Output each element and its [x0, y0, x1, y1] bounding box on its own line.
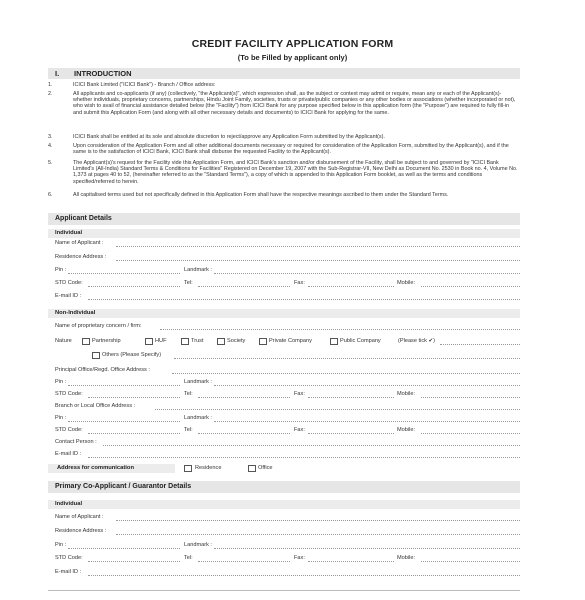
std-code-label: STD Code:	[55, 555, 83, 561]
partnership-checkbox[interactable]	[82, 338, 90, 345]
intro-roman: I.	[55, 69, 60, 78]
fax-field[interactable]	[308, 286, 394, 287]
std-code-label: STD Code:	[55, 280, 83, 286]
nature-label: Nature	[55, 338, 72, 344]
proprietary-concern-field[interactable]	[160, 329, 520, 330]
landmark-label: Landmark :	[184, 542, 212, 548]
paragraph-number: 1.	[48, 82, 53, 88]
mobile-field[interactable]	[421, 561, 520, 562]
individual-bar	[48, 229, 520, 238]
tel-label: Tel:	[184, 280, 193, 286]
partnership-label: Partnership	[92, 338, 121, 344]
coapplicant-individual-heading: Individual	[55, 501, 83, 507]
private-company-label: Private Company	[269, 338, 312, 344]
tel-field[interactable]	[198, 561, 290, 562]
residence-address-field[interactable]	[116, 260, 520, 261]
fax-label: Fax:	[294, 427, 305, 433]
public-company-label: Public Company	[340, 338, 381, 344]
email-field[interactable]	[88, 457, 520, 458]
std-code-label: STD Code:	[55, 427, 83, 433]
huf-checkbox[interactable]	[145, 338, 153, 345]
trust-checkbox[interactable]	[181, 338, 189, 345]
paragraph-text: All capitalised terms used but not specifically defined in this Application Form shall have the respective meanings ascribed to them under the Standard Terms.	[73, 192, 449, 198]
landmark-label: Landmark :	[184, 267, 212, 273]
mobile-label: Mobile:	[397, 427, 416, 433]
contact-person-label: Contact Person :	[55, 439, 97, 445]
fax-field[interactable]	[308, 397, 394, 398]
intro-paragraph	[48, 134, 520, 141]
contact-person-field[interactable]	[103, 445, 520, 446]
page-bottom-rule	[48, 590, 520, 591]
others-checkbox[interactable]	[92, 352, 100, 359]
tel-field[interactable]	[198, 286, 290, 287]
society-label: Society	[227, 338, 246, 344]
email-label: E-mail ID :	[55, 569, 82, 575]
applicant-details-heading: Applicant Details	[55, 215, 112, 222]
proprietary-concern-label: Name of proprietary concern / firm:	[55, 323, 142, 329]
name-of-applicant-field[interactable]	[116, 246, 520, 247]
landmark-field[interactable]	[214, 548, 520, 549]
huf-label: HUF	[155, 338, 167, 344]
landmark-field[interactable]	[214, 421, 520, 422]
private-company-checkbox[interactable]	[259, 338, 267, 345]
mobile-label: Mobile:	[397, 555, 416, 561]
branch-office-field[interactable]	[155, 409, 520, 410]
residence-address-field[interactable]	[116, 534, 520, 535]
mobile-label: Mobile:	[397, 280, 416, 286]
residence-option-label: Residence	[195, 465, 222, 471]
intro-paragraph	[48, 160, 520, 188]
society-checkbox[interactable]	[217, 338, 225, 345]
tel-field[interactable]	[198, 433, 290, 434]
paragraph-number: 6.	[48, 192, 53, 198]
mobile-field[interactable]	[421, 286, 520, 287]
paragraph-text: ICICI Bank Limited ("ICICI Bank") - Branch / Office address:	[73, 82, 216, 88]
residence-address-label: Residence Address :	[55, 254, 107, 260]
email-label: E-mail ID :	[55, 451, 82, 457]
tel-field[interactable]	[198, 397, 290, 398]
mobile-label: Mobile:	[397, 391, 416, 397]
email-field[interactable]	[88, 575, 520, 576]
non-individual-heading: Non-Individual	[55, 310, 96, 316]
paragraph-number: 5.	[48, 160, 53, 166]
office-checkbox[interactable]	[248, 465, 256, 472]
communication-label: Address for communication	[57, 465, 134, 471]
std-code-label: STD Code:	[55, 391, 83, 397]
email-field[interactable]	[88, 299, 520, 300]
please-tick-note: (Please tick ✔)	[398, 338, 436, 344]
office-option-label: Office	[258, 465, 273, 471]
others-label: Others (Please Specify)	[102, 352, 162, 358]
name-of-applicant-field[interactable]	[116, 520, 520, 521]
paragraph-text: The Applicant(s)'s request for the Facility vide this Application Form, and ICICI Bank's sanction and/or disbursement of the Facility, shall be subject to and governed by "ICICI Bank Limited's (All-India) Standard Terms & Conditions for Facilities" Registered on December 19, 2007 with the Sub-Registrar-VII, New Delhi as Document No. 2530 in Book no. 4, Volume No. 1,373 at pages 40 to 52, (hereinafter referred to as the "Standard Terms"), a copy of which is appended to this Application Form booklet, as well as the terms and conditions specified/referred to herein.	[73, 160, 518, 185]
trust-label: Trust	[191, 338, 204, 344]
pin-field[interactable]	[68, 421, 180, 422]
tel-label: Tel:	[184, 391, 193, 397]
intro-paragraph	[48, 91, 520, 129]
email-label: E-mail ID :	[55, 293, 82, 299]
public-company-checkbox[interactable]	[330, 338, 338, 345]
tel-label: Tel:	[184, 555, 193, 561]
landmark-label: Landmark :	[184, 379, 212, 385]
std-code-field[interactable]	[88, 286, 180, 287]
non-individual-bar	[48, 309, 520, 318]
intro-paragraph	[48, 192, 520, 206]
intro-heading: INTRODUCTION	[74, 69, 132, 78]
principal-office-field[interactable]	[172, 373, 520, 374]
paragraph-number: 4.	[48, 143, 53, 149]
intro-paragraph	[48, 143, 520, 157]
pin-label: Pin :	[55, 267, 67, 273]
branch-office-label: Branch or Local Office Address :	[55, 403, 136, 409]
coapplicant-heading: Primary Co-Applicant / Guarantor Details	[55, 483, 192, 490]
std-code-field[interactable]	[88, 433, 180, 434]
mobile-field[interactable]	[421, 397, 520, 398]
fax-label: Fax:	[294, 555, 305, 561]
paragraph-text: Upon consideration of the Application Form and all other additional documents necessary or required for consideration of the Application Form, submitted by the Applicant(s), and if the same is to the satisfaction of ICICI Bank, ICICI Bank shall disburse the requested Facility to the Applicant(s).	[73, 143, 509, 156]
std-code-field[interactable]	[88, 561, 180, 562]
paragraph-number: 2.	[48, 91, 53, 97]
coapplicant-individual-bar	[48, 500, 520, 509]
pin-label: Pin :	[55, 415, 67, 421]
paragraph-text: All applicants and co-applicants (if any) (collectively, "the Applicant(s)", which expression shall, as the subject or context may admit or require, mean any or each of the Applicant(s)- whether individuals, proprietary concerns, partnerships, Hindu Joint Family, societies, trusts or private/public companies or any other bodies or associations (whether incorporated or not), who wish to avail of financial assistance detailed below (the "Facility") from ICICI Bank for any purpose specified below in this application form (the "Purpose") are required to fully fill-in and submit this Application Form (and along with all other necessary details and documents) to ICICI Bank for applying for the same.	[73, 91, 516, 116]
pin-label: Pin :	[55, 542, 67, 548]
pin-field[interactable]	[68, 273, 180, 274]
landmark-field[interactable]	[214, 385, 520, 386]
fax-label: Fax:	[294, 280, 305, 286]
individual-heading: Individual	[55, 230, 83, 236]
form-subtitle: (To be Filled by applicant only)	[237, 53, 348, 62]
pin-field[interactable]	[68, 548, 180, 549]
name-of-applicant-label: Name of Applicant :	[55, 514, 104, 520]
name-of-applicant-label: Name of Applicant :	[55, 240, 104, 246]
residence-address-label: Residence Address :	[55, 528, 107, 534]
fax-field[interactable]	[308, 433, 394, 434]
tel-label: Tel:	[184, 427, 193, 433]
form-title: CREDIT FACILITY APPLICATION FORM	[191, 38, 394, 50]
mobile-field[interactable]	[421, 433, 520, 434]
fax-field[interactable]	[308, 561, 394, 562]
intro-paragraph	[48, 82, 520, 89]
landmark-field[interactable]	[214, 273, 520, 274]
residence-checkbox[interactable]	[184, 465, 192, 472]
std-code-field[interactable]	[88, 397, 180, 398]
pin-field[interactable]	[68, 385, 180, 386]
paragraph-text: ICICI Bank shall be entitled at its sole and absolute discretion to reject/approve any Application Form submitted by the Applicant(s).	[73, 134, 385, 140]
nature-tick-field[interactable]	[440, 344, 520, 345]
principal-office-label: Principal Office/Regd. Office Address :	[55, 367, 150, 373]
fax-label: Fax:	[294, 391, 305, 397]
pin-label: Pin :	[55, 379, 67, 385]
others-field[interactable]	[174, 358, 520, 359]
paragraph-number: 3.	[48, 134, 53, 140]
landmark-label: Landmark :	[184, 415, 212, 421]
applicant-details-bar	[48, 213, 520, 225]
